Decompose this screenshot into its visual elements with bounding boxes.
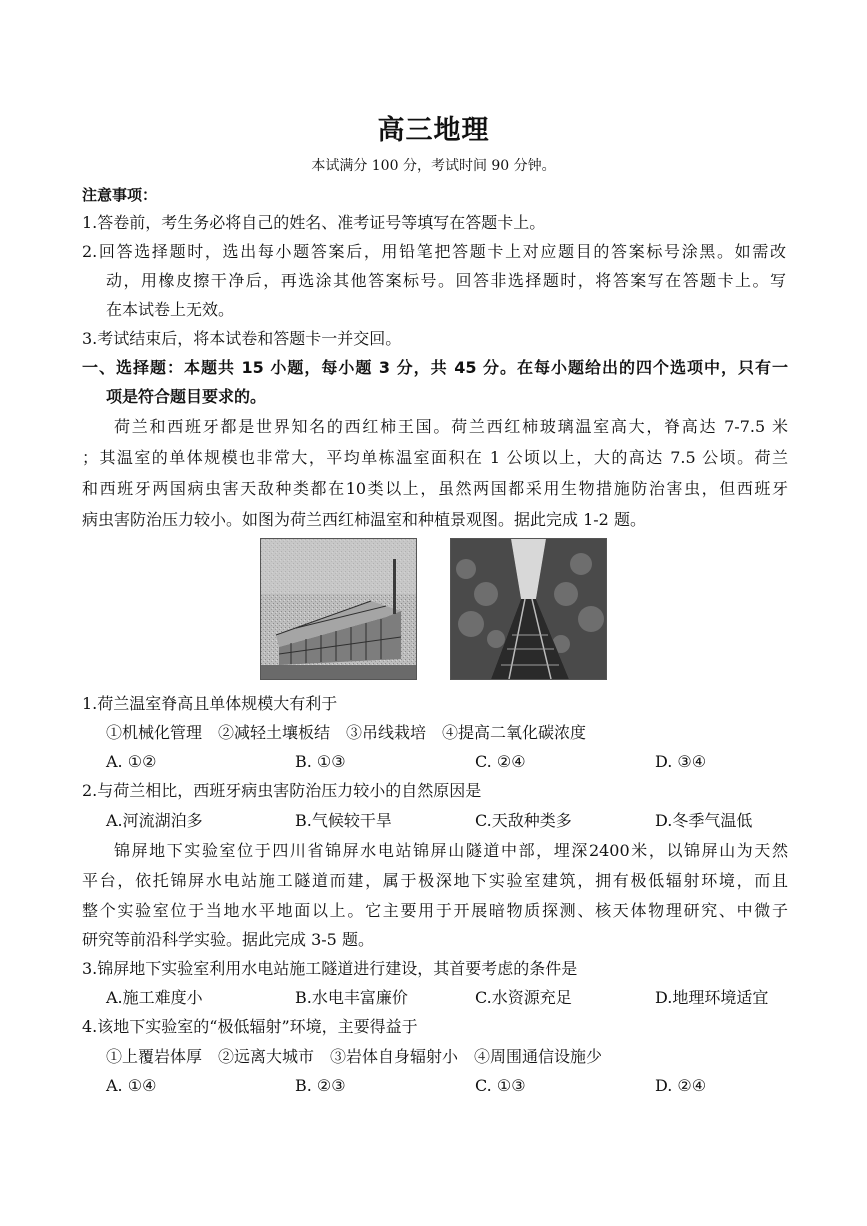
passage-2-line-2: 平台，依托锦屏水电站施工隧道而建，属于极深地下实验室建筑，拥有极低辐射环境，而且: [82, 871, 788, 890]
notice-item-2-line-2: 动，用橡皮擦干净后，再选涂其他答案标号。回答非选择题时，将答案写在答题卡上。写: [106, 271, 786, 290]
passage-1-line-1: 荷兰和西班牙都是世界知名的西红柿王国。荷兰西红柿玻璃温室高大，脊高达 7-7.5 米: [114, 417, 788, 436]
passage-2-line-1: 锦屏地下实验室位于四川省锦屏水电站锦屏山隧道中部，埋深2400米，以锦屏山为天然: [114, 841, 788, 860]
page-title: 高三地理: [377, 115, 490, 146]
notice-heading: 注意事项：: [82, 186, 158, 204]
question-4-option-d: D. ②④: [655, 1076, 707, 1095]
passage-2-line-3: 整个实验室位于当地水平地面以上。它主要用于开展暗物质探测、核天体物理研究、中微子: [82, 901, 788, 920]
question-4-stem: 4.该地下实验室的“极低辐射”环境，主要得益于: [82, 1017, 418, 1036]
question-3-option-b: B.水电丰富廉价: [295, 988, 408, 1007]
question-3-stem: 3.锦屏地下实验室利用水电站施工隧道进行建设，其首要考虑的条件是: [82, 959, 578, 978]
notice-item-2-line-3: 在本试卷上无效。: [106, 300, 235, 319]
section-1-heading-line-1: 一、选择题：本题共 15 小题，每小题 3 分，共 45 分。在每小题给出的四个选项中，只有一: [82, 358, 788, 377]
question-1-stem: 1.荷兰温室脊高且单体规模大有利于: [82, 694, 338, 713]
question-1-option-c: C. ②④: [475, 752, 526, 771]
question-1-items: ①机械化管理 ②减轻土壤板结 ③吊线栽培 ④提高二氧化碳浓度: [106, 723, 587, 742]
passage-2-line-4: 研究等前沿科学实验。据此完成 3-5 题。: [82, 930, 374, 949]
question-4-option-a: A. ①④: [106, 1076, 157, 1095]
greenhouse-exterior-photo: [260, 538, 417, 680]
question-1-option-a: A. ①②: [106, 752, 157, 771]
question-3-option-c: C.水资源充足: [475, 988, 572, 1007]
question-1-option-b: B. ①③: [295, 752, 346, 771]
passage-1-line-2: ；其温室的单体规模也非常大，平均单栋温室面积在 1 公顷以上，大的高达 7.5 公顷。荷兰: [82, 448, 788, 467]
question-2-stem: 2.与荷兰相比，西班牙病虫害防治压力较小的自然原因是: [82, 781, 482, 800]
passage-1-line-3: 和西班牙两国病虫害天敌种类都在10类以上，虽然两国都采用生物措施防治害虫，但西班牙: [82, 479, 788, 498]
section-1-heading-line-2: 项是符合题目要求的。: [106, 387, 267, 406]
question-1-option-d: D. ③④: [655, 752, 707, 771]
question-3-option-a: A.施工难度小: [106, 988, 203, 1007]
question-4-option-c: C. ①③: [475, 1076, 526, 1095]
question-4-option-b: B. ②③: [295, 1076, 346, 1095]
question-2-option-b: B.气候较干旱: [295, 811, 392, 830]
question-2-option-c: C.天敌种类多: [475, 811, 572, 830]
question-2-option-a: A.河流湖泊多: [106, 811, 203, 830]
notice-item-2-line-1: 2.回答选择题时，选出每小题答案后，用铅笔把答题卡上对应题目的答案标号涂黑。如需改: [82, 242, 786, 261]
greenhouse-interior-photo: [450, 538, 607, 680]
notice-item-3: 3.考试结束后，将本试卷和答题卡一并交回。: [82, 329, 402, 348]
passage-1-line-4: 病虫害防治压力较小。如图为荷兰西红柿温室和种植景观图。据此完成 1-2 题。: [82, 510, 646, 529]
exam-info: 本试满分 100 分，考试时间 90 分钟。: [311, 158, 556, 174]
question-2-option-d: D.冬季气温低: [655, 811, 753, 830]
question-4-items: ①上覆岩体厚 ②远离大城市 ③岩体自身辐射小 ④周围通信设施少: [106, 1047, 603, 1066]
notice-item-1: 1.答卷前，考生务必将自己的姓名、准考证号等填写在答题卡上。: [82, 213, 546, 232]
question-3-option-d: D.地理环境适宜: [655, 988, 769, 1007]
